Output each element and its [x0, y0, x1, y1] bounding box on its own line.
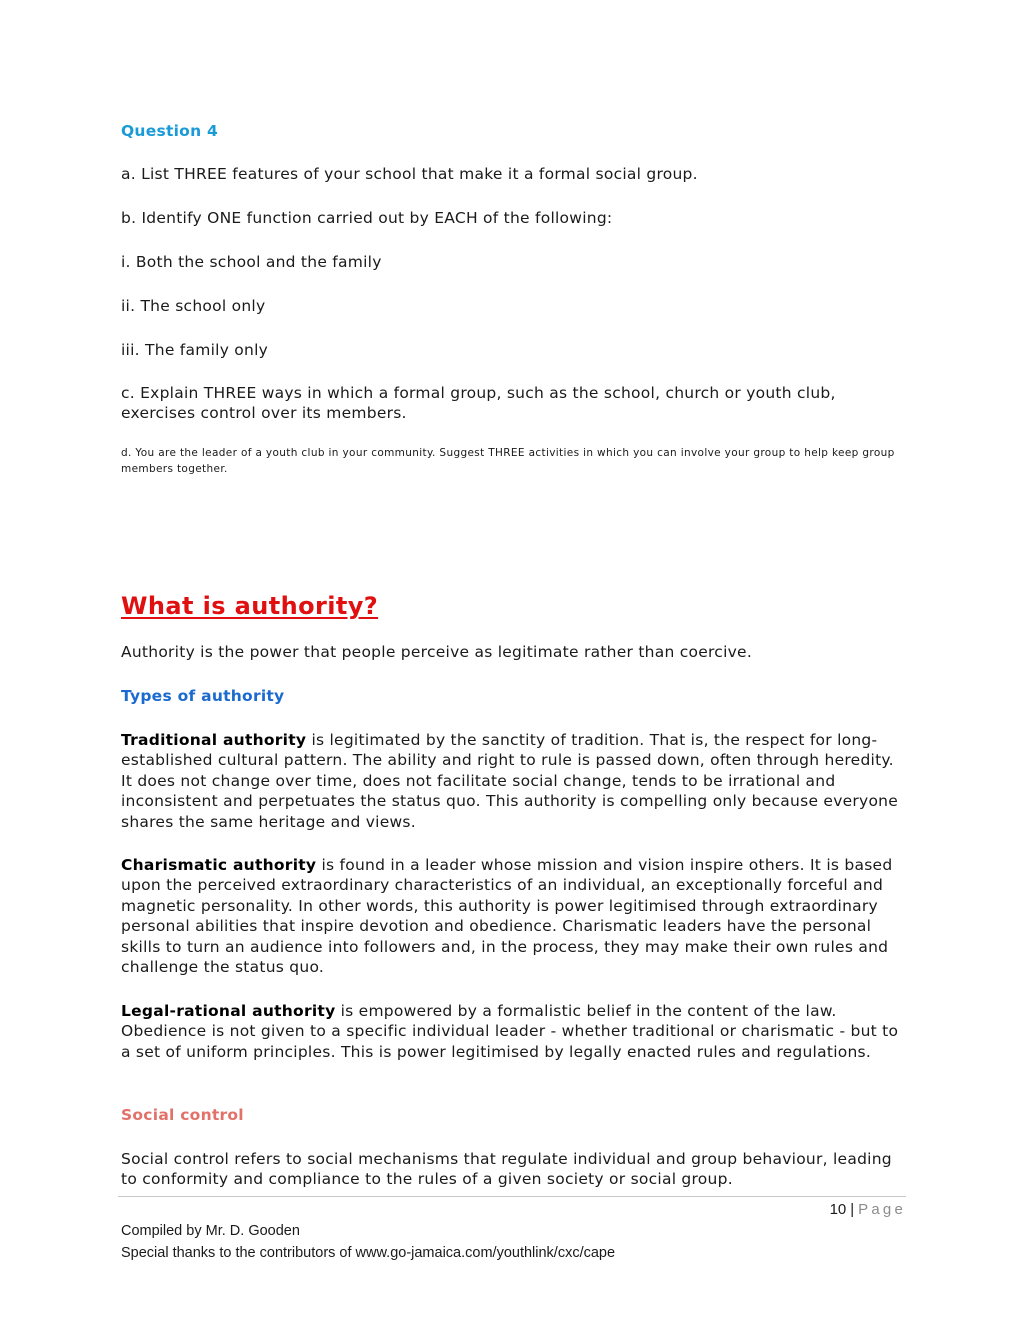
footer-compiled-by: Compiled by Mr. D. Gooden: [121, 1223, 300, 1239]
footer-divider: [118, 1196, 906, 1197]
page-word: Page: [858, 1201, 906, 1218]
legal-rational-authority-text: is empowered by a formalistic belief in the content of the law. Obedience is not given to a specific individual leader - whether traditional or charismatic - but to a set of uniform principles. This is power legitimised by legally enacted rules and regulations.: [121, 1002, 899, 1061]
traditional-authority-paragraph: [121, 730, 906, 832]
question-4-part-b-ii: ii. The school only: [121, 297, 266, 315]
charismatic-authority-term: Charismatic authority: [121, 856, 317, 874]
page-number: [830, 1200, 906, 1220]
question-4-part-b: b. Identify ONE function carried out by EACH of the following:: [121, 209, 613, 227]
social-control-paragraph: Social control refers to social mechanisms that regulate individual and group behaviour, leading to conformity and compliance to the rules of a given society or social group.: [121, 1150, 892, 1189]
charismatic-authority-text: is found in a leader whose mission and vision inspire others. It is based upon the perceived extraordinary characteristics of an individual, an exceptionally forceful and magnetic personality. In other words, this authority is power legitimised through extraordinary personal abilities that inspire devotion and obedience. Charismatic leaders have the personal skills to turn an audience into followers and, in the process, they may make their own rules and challenge the status quo.: [121, 856, 893, 977]
legal-rational-authority-term: Legal-rational authority: [121, 1002, 336, 1020]
types-of-authority-heading: Types of authority: [121, 687, 285, 705]
traditional-authority-term: Traditional authority: [121, 731, 307, 749]
traditional-authority-text: is legitimated by the sanctity of tradition. That is, the respect for long-established cultural pattern. The ability and right to rule is passed down, often through heredity. It does not change over time, does not facilitate social change, tends to be irrational and inconsistent and perpetuates the status quo. This authority is compelling only because everyone shares the same heritage and views.: [121, 731, 899, 831]
legal-rational-authority-paragraph: [121, 1001, 906, 1062]
social-control-heading: Social control: [121, 1106, 244, 1124]
authority-definition: Authority is the power that people perceive as legitimate rather than coercive.: [121, 643, 753, 661]
charismatic-authority-paragraph: [121, 855, 906, 977]
question-4-part-c: c. Explain THREE ways in which a formal group, such as the school, church or youth club, exercises control over its members.: [121, 384, 836, 423]
question-4-heading: Question 4: [121, 122, 219, 140]
question-4-part-a: a. List THREE features of your school that make it a formal social group.: [121, 165, 698, 183]
page-number-value: 10: [829, 1201, 847, 1218]
question-4-part-b-i: i. Both the school and the family: [121, 253, 382, 271]
authority-heading: What is authority?: [121, 592, 379, 620]
question-4-part-d: d. You are the leader of a youth club in your community. Suggest THREE activities in which you can involve your group to help keep group members together.: [121, 447, 895, 475]
footer-thanks: Special thanks to the contributors of www.go-jamaica.com/youthlink/cxc/cape: [121, 1245, 616, 1261]
question-4-part-b-iii: iii. The family only: [121, 341, 269, 359]
page-number-separator: |: [850, 1201, 855, 1218]
